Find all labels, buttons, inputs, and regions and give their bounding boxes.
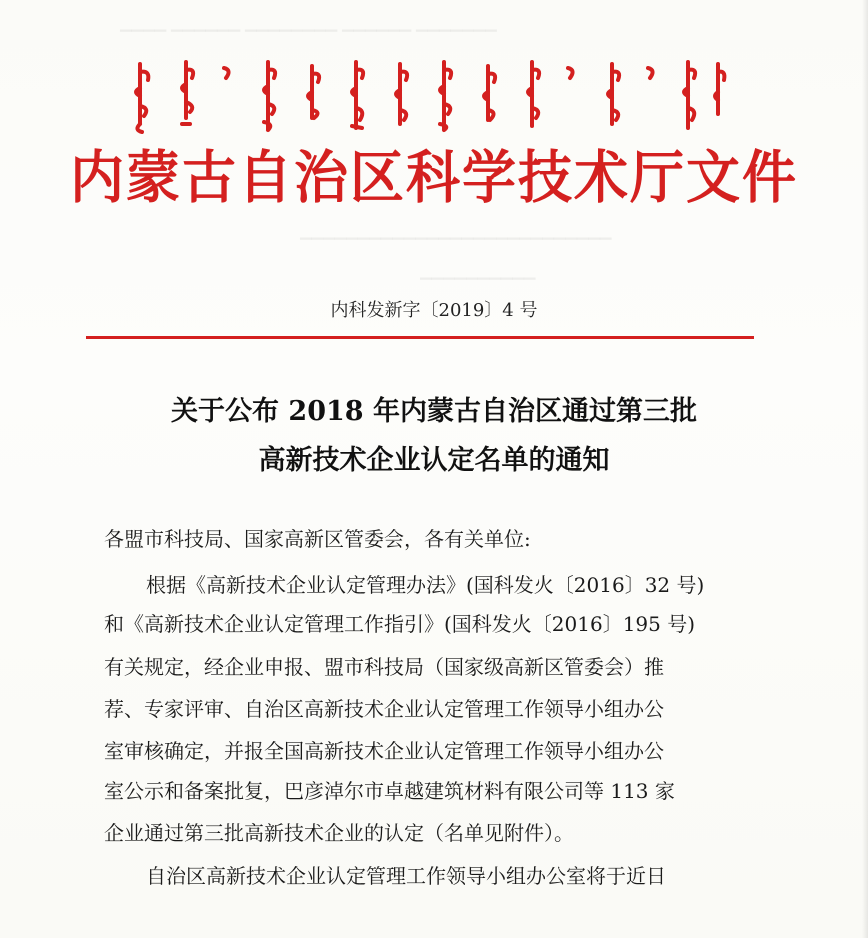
salutation: 各盟市科技局、国家高新区管委会，各有关单位: [104,527,531,551]
bleed-through-texture: ▁▁▁▁▁▁▁▁▁▁▁▁▁▁▁▁▁▁▁▁▁▁▁▁▁▁▁ [300,222,612,240]
mongolian-script-header [128,58,728,136]
notice-title-line-1: 关于公布 2018 年内蒙古自治区通过第三批 [171,396,697,427]
notice-title-line-2: 高新技术企业认定名单的通知 [258,445,610,476]
body-line: 室公示和备案批复，巴彦淖尔市卓越建筑材料有限公司等 113 家 [104,779,675,803]
document-number: 内科发新字〔2019〕4 号 [330,300,538,321]
mongolian-script-glyphs [128,58,728,136]
bleed-through-texture: ▁▁▁▁ ▁▁▁▁▁▁ ▁▁▁▁▁▁▁▁ ▁▁▁▁▁▁ ▁▁▁▁▁▁▁ [120,14,497,32]
page-edge-shadow [862,0,868,938]
red-divider-rule [86,336,754,339]
body-line: 有关规定，经企业申报、盟市科技局（国家级高新区管委会）推 [104,655,664,679]
body-line: 根据《高新技术企业认定管理办法》(国科发火〔2016〕32 号) [146,573,705,597]
body-line: 和《高新技术企业认定管理工作指引》(国科发火〔2016〕195 号) [104,612,696,636]
body-line: 荐、专家评审、自治区高新技术企业认定管理工作领导小组办公 [104,697,664,721]
body-line: 企业通过第三批高新技术企业的认定（名单见附件）。 [104,821,574,845]
body-line: 自治区高新技术企业认定管理工作领导小组办公室将于近日 [146,864,666,888]
document-header-title: 内蒙古自治区科学技术厅文件 [70,144,798,211]
bleed-through-texture: ▁▁▁▁▁▁▁▁▁▁ [420,262,536,280]
body-line: 室审核确定，并报全国高新技术企业认定管理工作领导小组办公 [104,739,664,763]
